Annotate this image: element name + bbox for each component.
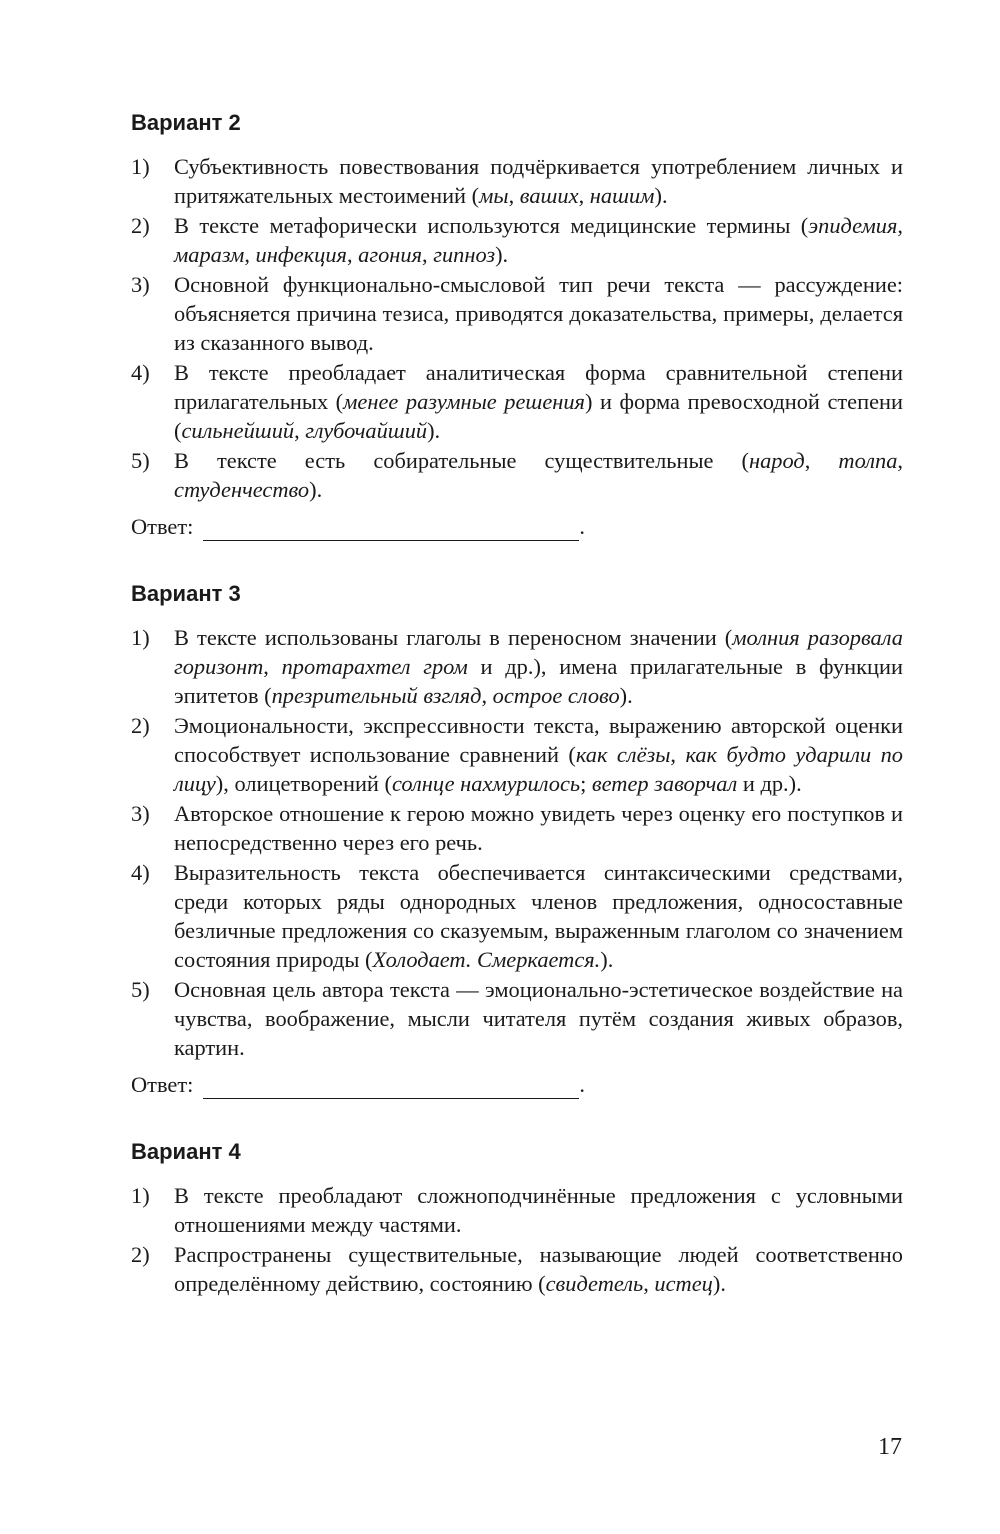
item-number: 4) (131, 360, 150, 385)
statement-list (131, 1181, 903, 1298)
item-text: В тексте метафорически используются медицинские термины (эпидемия, маразм, инфекция, агония, гипноз). (174, 213, 903, 267)
statement-list (131, 623, 903, 1062)
variant-title: Вариант 2 (131, 110, 241, 135)
page-number: 17 (878, 1434, 902, 1460)
item-text: Эмоциональности, экспрессивности текста, выражению авторской оценки способствует использование сравнений (как слёзы, как будто ударили по лицу), олицетворений (солнце нахмурилось; ветер заворчал и др.). (174, 713, 903, 796)
item-number: 5) (131, 977, 150, 1002)
item-number: 4) (131, 860, 150, 885)
statement-list (131, 152, 903, 504)
variant-2 (131, 108, 903, 541)
variant-title: Вариант 4 (131, 1139, 241, 1164)
item-number: 1) (131, 1183, 150, 1208)
item-number: 3) (131, 801, 150, 826)
answer-end: . (579, 1072, 585, 1097)
item-text: В тексте использованы глаголы в переносном значении (молния разорвала горизонт, протарахтел гром и др.), имена прилагательные в функции эпитетов (презрительный взгляд, острое слово). (174, 625, 903, 708)
answer-label: Ответ: (131, 514, 194, 539)
item-number: 2) (131, 713, 150, 738)
list-item (131, 446, 903, 504)
answer-end: . (579, 514, 585, 539)
answer-row (131, 512, 903, 541)
item-number: 2) (131, 1242, 150, 1267)
list-item (131, 1181, 903, 1239)
answer-blank[interactable] (203, 1076, 579, 1099)
list-item (131, 152, 903, 210)
list-item (131, 623, 903, 710)
page-content (131, 108, 903, 1299)
item-text: Основной функционально-смысловой тип речи текста — рассуждение: объясняется причина тезиса, приводятся доказательства, примеры, делается из сказанного вывод. (174, 272, 903, 355)
list-item (131, 711, 903, 798)
list-item (131, 1240, 903, 1298)
item-text: Субъективность повествования подчёркивается употреблением личных и притяжательных местоимений (мы, ваших, нашим). (174, 154, 903, 208)
answer-label: Ответ: (131, 1072, 194, 1097)
item-text: В тексте есть собирательные существительные (народ, толпа, студенчество). (174, 448, 903, 502)
item-number: 2) (131, 213, 150, 238)
item-text: Выразительность текста обеспечивается синтаксическими средствами, среди которых ряды однородных членов предложения, односоставные безличные предложения со сказуемым, выраженным глаголом со значением состояния природы (Холодает. Смеркается.). (174, 860, 903, 972)
list-item (131, 975, 903, 1062)
variant-3 (131, 579, 903, 1099)
item-text: Распространены существительные, называющие людей соответственно определённому действию, состоянию (свидетель, истец). (174, 1242, 903, 1296)
item-number: 3) (131, 272, 150, 297)
answer-blank[interactable] (203, 518, 579, 541)
list-item (131, 799, 903, 857)
list-item (131, 211, 903, 269)
variant-4 (131, 1137, 903, 1298)
item-number: 1) (131, 154, 150, 179)
item-text: Основная цель автора текста — эмоционально-эстетическое воздействие на чувства, воображение, мысли читателя путём создания живых образов, картин. (174, 977, 903, 1060)
item-number: 5) (131, 448, 150, 473)
item-text: В тексте преобладает аналитическая форма сравнительной степени прилагательных (менее разумные решения) и форма превосходной степени (сильнейший, глубочайший). (174, 360, 903, 443)
item-number: 1) (131, 625, 150, 650)
answer-row (131, 1070, 903, 1099)
list-item (131, 358, 903, 445)
item-text: В тексте преобладают сложноподчинённые предложения с условными отношениями между частями. (174, 1183, 903, 1237)
variant-title: Вариант 3 (131, 581, 241, 606)
list-item (131, 858, 903, 974)
item-text: Авторское отношение к герою можно увидеть через оценку его поступков и непосредственно через его речь. (174, 801, 903, 855)
list-item (131, 270, 903, 357)
